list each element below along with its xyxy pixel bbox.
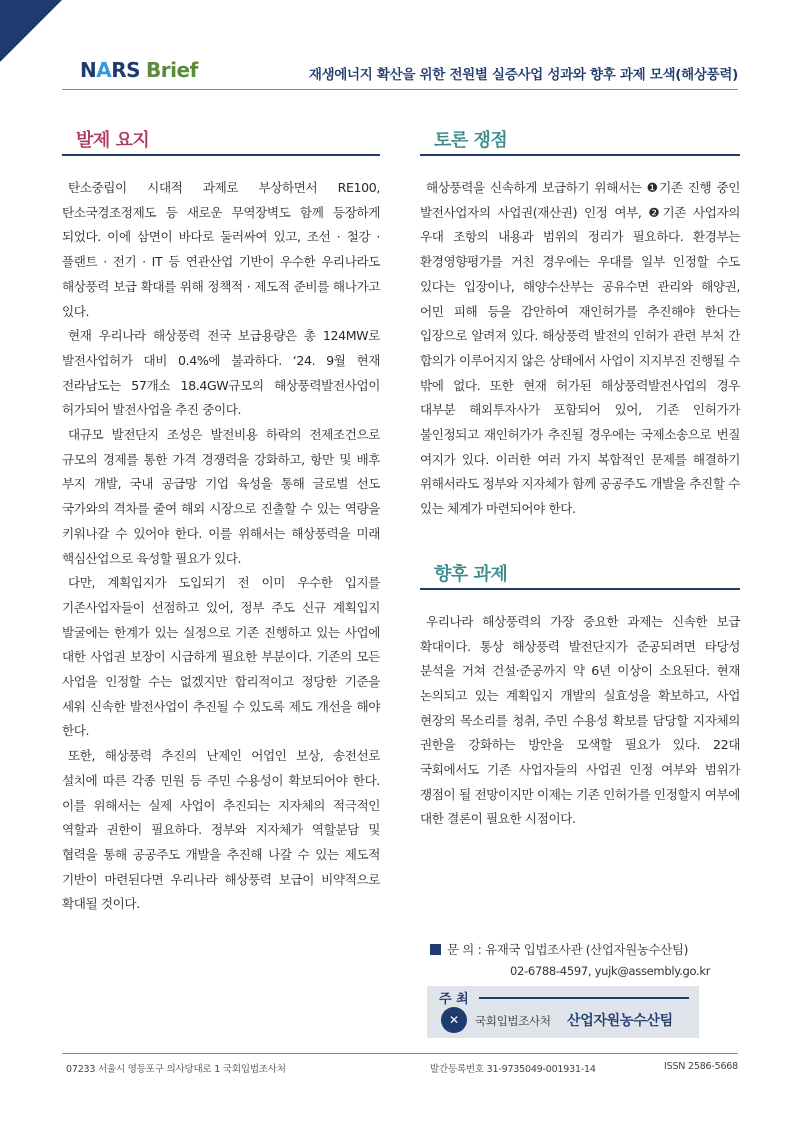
summary-paragraph: 또한, 해상풍력 추진의 난제인 어업인 보상, 송전선로 설치에 따른 각종 민원 등 주민 수용성이 확보되어야 한다. 이를 위해서는 실제 사업이 추진되는 지자체의 적극적인 역할과 권한이 필요하다. 정부와 지자체가 역할분담 및 협력을 통해 공공주도 개발을 추진해 나갈 수 있는 제도적 기반이 마련된다면 우리나라 해상풍력 보급이 비약적으로 확대될 것이다. [62,748,380,912]
discussion-body [420,176,740,522]
nars-brief-logo: NARS Brief [80,58,198,82]
host-divider [479,997,689,999]
corner-decoration [0,0,62,62]
future-tasks-paragraph: 우리나라 해상풍력의 가장 중요한 과제는 신속한 보급 확대이다. 통상 해상풍력 발전단지가 준공되려면 타당성 분석을 거쳐 건설·준공까지 약 6년 이상이 소요된다. 현재 논의되고 있는 계획입지 개발의 실효성을 확보하고, 사업 현장의 목소리를 청취, 주민 수용성 확보를 담당할 지자체의 권한을 강화하는 방안을 모색할 필요가 있다. 22대 국회에서도 기존 사업자들의 사업권 인정 여부와 범위가 쟁점이 될 전망이지만 이제는 기존 인허가를 인정할지 여부에 대한 결론이 필요한 시점이다. [420,613,740,827]
left-column [62,128,380,917]
header-divider [62,89,738,90]
contact-info [430,940,740,978]
right-column [420,128,740,832]
footer-registration-number: 발간등록번호 31-9735049-001931-14 [430,1064,596,1075]
section-title-future-tasks: 향후 과제 [420,562,740,590]
host-team-name: 산업자원농수산팀 [567,1013,673,1029]
section-title-summary: 발제 요지 [62,128,380,156]
summary-paragraph: 다만, 계획입지가 도입되기 전 이미 우수한 입지를 기존사업자들이 선점하고 있어, 정부 주도 신규 계획입지 발굴에는 한계가 있는 실정으로 기존 진행하고 있는 사업에 대한 사업권 보장이 시급하게 필요한 부분이다. 기존의 모든 사업을 인정할 수는 없겠지만 합리적이고 정당한 기준을 세워 신속한 발전사업이 추진될 수 있도록 제도 개선을 해야 한다. [62,575,380,739]
host-org-name: 국회입법조사처 [475,1014,551,1028]
host-label: 주 최 [439,992,469,1007]
summary-paragraph: 대규모 발전단지 조성은 발전비용 하락의 전제조건으로 규모의 경제를 통한 가격 경쟁력을 강화하고, 항만 및 배후 부지 개발, 국내 공급망 기업 육성을 통해 글로벌 선도 국가와의 격차를 줄여 해외 시장으로 진출할 수 있는 역량을 키워나갈 수 있어야 한다. 이를 위해서는 해상풍력을 미래 핵심산업으로 육성할 필요가 있다. [62,427,380,566]
section-title-discussion: 토론 쟁점 [420,128,740,156]
discussion-paragraph: 해상풍력을 신속하게 보급하기 위해서는 ❶기존 진행 중인 발전사업자의 사업권(재산권) 인정 여부, ❷기존 사업자의 우대 조항의 내용과 범위의 정리가 필요하다. 환경부는 환경영향평가를 거친 경우에는 우대를 일부 인정할 수도 있다는 입장이나, 해양수산부는 공유수면 관리와 해양권, 어민 피해 등을 감안하여 재인허가를 추진해야 한다는 입장으로 알려져 있다. 해상풍력 발전의 인허가 관련 부처 간 합의가 이루어지지 않은 상태에서 사업이 지지부진 진행될 수 밖에 없다. 또한 현재 허가된 해상풍력발전사업의 경우 대부분 해외투자사가 포함되어 있어, 기존 인허가가 불인정되고 재인허가가 추진될 경우에는 국제소송으로 번질 여지가 있다. 이러한 여러 가지 복합적인 문제를 해결하기 위해서라도 정부와 지자체가 함께 공공주도 개발을 추진할 수 있는 체계가 마련되어야 한다. [420,180,740,517]
host-box [427,986,699,1038]
future-tasks-body [420,610,740,832]
contact-phone-email: 02-6788-4597, yujk@assembly.go.kr [510,964,711,978]
summary-paragraph: 현재 우리나라 해상풍력 전국 보급용량은 총 124MW로 발전사업허가 대비 0.4%에 불과하다. ‘24. 9월 현재 전라남도는 57개소 18.4GW규모의 해상풍력발전사업이 허가되어 발전사업을 추진 중이다. [62,328,380,418]
footer-divider [62,1053,738,1054]
assembly-seal-icon: ✕ [441,1007,467,1033]
footer-issn: ISSN 2586-5668 [664,1061,738,1072]
summary-body [62,176,380,917]
document-title: 재생에너지 확산을 위한 전원별 실증사업 성과와 향후 과제 모색(해상풍력) [308,67,738,83]
summary-paragraph: 탄소중립이 시대적 과제로 부상하면서 RE100, 탄소국경조정제도 등 새로운 무역장벽도 함께 등장하게 되었다. 이에 삼면이 바다로 둘러싸여 있고, 조선 · 철강 · 플랜트 · 전기 · IT 등 연관산업 기반이 우수한 우리나라도 해상풍력 보급 확대를 위해 정책적 · 제도적 준비를 해나가고 있다. [62,180,380,319]
contact-name: 문 의 : 유재국 입법조사관 (산업자원농수산팀) [447,942,689,957]
footer-address: 07233 서울시 영등포구 의사당대로 1 국회입법조사처 [66,1064,286,1075]
bullet-square-icon [430,944,441,955]
